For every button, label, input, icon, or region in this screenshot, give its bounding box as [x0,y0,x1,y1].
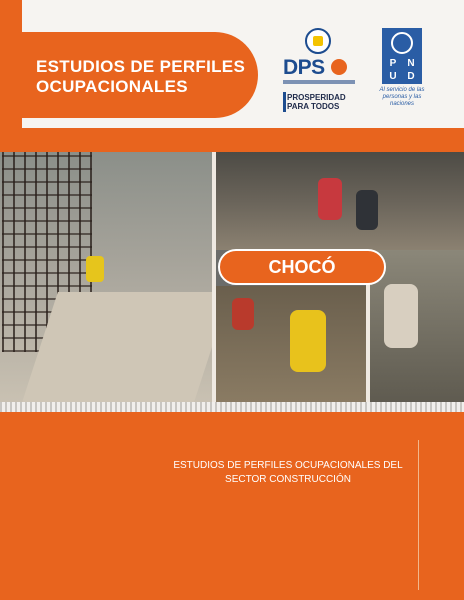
cover-subtitle-line-2: SECTOR CONSTRUCCIÓN [225,474,351,485]
pnud-tagline: Al servicio de las personas y las naciones [379,87,425,107]
pnud-box [382,28,422,84]
worker-beige-shirt [384,284,418,348]
prosperidad-tagline: PROSPERIDAD PARA TODOS [287,93,346,111]
region-title: CHOCÓ [268,257,336,277]
header-left-strip [0,0,22,128]
dps-logo-text: DPS [283,56,325,79]
dps-logo [283,28,353,110]
colombia-seal-icon [305,28,331,54]
pnud-letter: U [389,71,397,82]
vertical-rule [418,440,419,590]
heart-icon [331,59,347,75]
separator-pattern [0,402,464,412]
worker-yellow-shirt [290,310,326,372]
worker-red-shirt [318,178,342,220]
dps-subtitle-bar [283,80,355,84]
worker-red-helmet [232,298,254,330]
worker-dark [356,190,378,230]
pnud-letter: N [407,58,415,69]
worker-yellow [86,256,104,282]
cover-title-line-2: OCUPACIONALES [36,77,188,96]
orange-stripe-bottom [0,412,464,600]
prosperidad-bar [283,92,286,112]
cover-subtitle-line-1: ESTUDIOS DE PERFILES OCUPACIONALES DEL [173,460,403,471]
cover-title-line-1: ESTUDIOS DE PERFILES [36,57,246,76]
concrete-ramp [22,292,230,402]
orange-stripe-top [0,128,464,152]
pnud-letter: D [407,71,415,82]
pnud-letter: P [389,58,397,69]
un-globe-icon [391,32,413,54]
pnud-logo [379,28,432,118]
